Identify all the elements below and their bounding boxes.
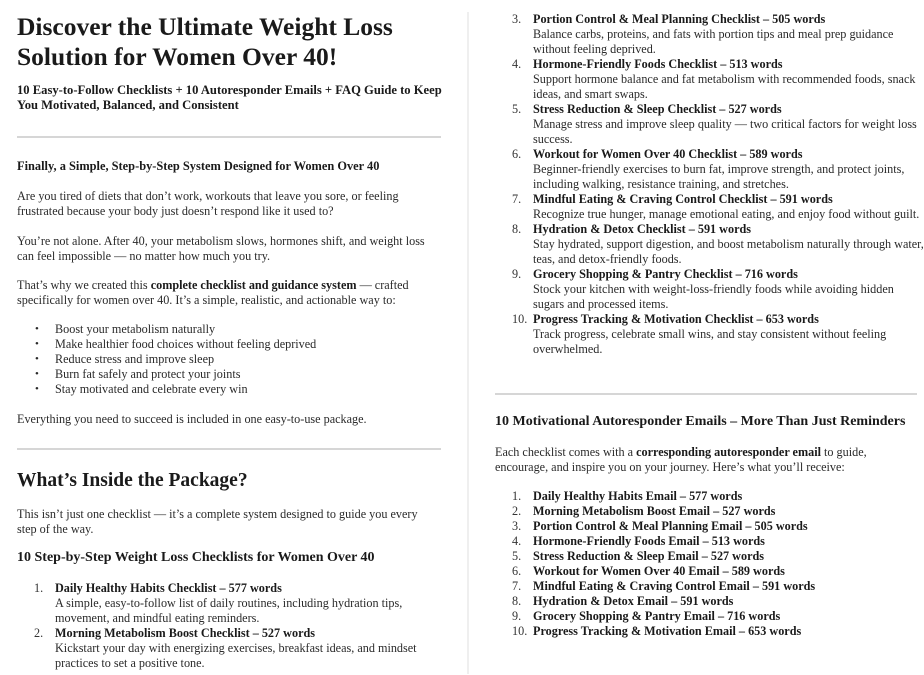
item-description: Balance carbs, proteins, and fats with portion tips and meal prep guidance without feeling deprived. — [533, 27, 894, 56]
item-number: 1. — [512, 489, 522, 503]
item-number: 9. — [512, 609, 522, 623]
item-description: Stock your kitchen with weight-loss-friendly foods while avoiding hidden sugars and processed items. — [533, 282, 894, 311]
emails-list — [495, 489, 917, 639]
intro-heading: Finally, a Simple, Step-by-Step System Designed for Women Over 40 — [17, 159, 380, 173]
item-number: 1. — [34, 581, 44, 595]
email-item — [495, 609, 917, 624]
checklist-item — [17, 626, 441, 671]
item-number: 10. — [512, 312, 528, 326]
email-item — [495, 504, 917, 519]
item-title: Hydration & Detox Checklist – 591 words — [533, 222, 752, 236]
checklist-item — [495, 147, 924, 192]
emails-intro — [495, 445, 895, 475]
item-number: 2. — [512, 504, 522, 518]
item-number: 10. — [512, 624, 528, 638]
checklists-list-part-1 — [17, 581, 441, 671]
intro-paragraph-2: You’re not alone. After 40, your metabolism slows, hormones shift, and weight loss can feel impossible — no matter how much you try. — [17, 234, 425, 263]
page-subtitle: 10 Easy-to-Follow Checklists + 10 Autoresponder Emails + FAQ Guide to Keep You Motivated, Balanced, and Consistent — [17, 83, 442, 112]
item-title: Hormone-Friendly Foods Email – 513 words — [533, 534, 765, 548]
item-title: Morning Metabolism Boost Email – 527 words — [533, 504, 776, 518]
item-number: 3. — [512, 12, 522, 26]
email-item — [495, 579, 917, 594]
item-description: Kickstart your day with energizing exercises, breakfast ideas, and mindset practices to set a positive tone. — [55, 641, 417, 670]
item-title: Grocery Shopping & Pantry Checklist – 716 words — [533, 267, 798, 281]
item-description: Recognize true hunger, manage emotional eating, and enjoy food without guilt. — [533, 207, 920, 221]
item-title: Mindful Eating & Craving Control Email – 591 words — [533, 579, 816, 593]
list-item: • Stay motivated and celebrate every win — [17, 382, 441, 397]
list-item: • Make healthier food choices without feeling deprived — [17, 337, 441, 352]
email-item — [495, 534, 917, 549]
package-heading: What’s Inside the Package? — [17, 470, 248, 491]
item-description: Track progress, celebrate small wins, and stay consistent without feeling overwhelmed. — [533, 327, 887, 356]
package-intro: This isn’t just one checklist — it’s a complete system designed to guide you every step of the way. — [17, 507, 418, 536]
item-description: A simple, easy-to-follow list of daily routines, including hydration tips, movement, and mindful eating reminders. — [55, 596, 403, 625]
item-title: Hormone-Friendly Foods Checklist – 513 words — [533, 57, 783, 71]
list-item: • Burn fat safely and protect your joints — [17, 367, 441, 382]
list-item: • Reduce stress and improve sleep — [17, 352, 441, 367]
checklists-list-part-2 — [495, 12, 924, 357]
checklist-item — [495, 312, 924, 357]
item-number: 2. — [34, 626, 44, 640]
checklist-item — [17, 581, 441, 626]
divider — [495, 393, 917, 395]
item-description: Stay hydrated, support digestion, and boost metabolism naturally through water, teas, and detox-friendly foods. — [533, 237, 924, 266]
email-item — [495, 549, 917, 564]
item-number: 8. — [512, 222, 522, 236]
item-title: Daily Healthy Habits Email – 577 words — [533, 489, 743, 503]
item-number: 8. — [512, 594, 522, 608]
email-item — [495, 594, 917, 609]
checklist-item — [495, 267, 924, 312]
item-title: Portion Control & Meal Planning Checklist – 505 words — [533, 12, 826, 26]
list-item: • Boost your metabolism naturally — [17, 322, 441, 337]
email-item — [495, 489, 917, 504]
item-number: 3. — [512, 519, 522, 533]
item-number: 7. — [512, 192, 522, 206]
item-number: 7. — [512, 579, 522, 593]
item-description: Manage stress and improve sleep quality — two critical factors for weight loss success. — [533, 117, 917, 146]
intro-paragraph-3 — [17, 278, 432, 308]
checklist-item — [495, 192, 924, 222]
checklist-item — [495, 12, 924, 57]
item-number: 4. — [512, 57, 522, 71]
item-title: Workout for Women Over 40 Checklist – 589 words — [533, 147, 803, 161]
emails-intro-bold: corresponding autoresponder email — [636, 445, 821, 459]
intro-paragraph-1: Are you tired of diets that don’t work, workouts that leave you sore, or feeling frustrated because your body just doesn’t respond like it used to? — [17, 189, 399, 218]
item-title: Portion Control & Meal Planning Email – 505 words — [533, 519, 808, 533]
checklist-item — [495, 102, 924, 147]
intro-paragraph-3-bold: complete checklist and guidance system — [150, 278, 357, 292]
item-title: Stress Reduction & Sleep Checklist – 527 words — [533, 102, 782, 116]
intro-paragraph-3-start: That’s why we created this — [17, 278, 151, 292]
column-divider — [467, 12, 469, 674]
item-number: 9. — [512, 267, 522, 281]
item-title: Progress Tracking & Motivation Checklist – 653 words — [533, 312, 819, 326]
item-title: Hydration & Detox Email – 591 words — [533, 594, 734, 608]
checklists-heading: 10 Step-by-Step Weight Loss Checklists for Women Over 40 — [17, 550, 375, 565]
item-title: Mindful Eating & Craving Control Checklist – 591 words — [533, 192, 833, 206]
checklist-item — [495, 57, 924, 102]
emails-heading: 10 Motivational Autoresponder Emails – More Than Just Reminders — [495, 414, 906, 429]
item-number: 5. — [512, 102, 522, 116]
item-number: 6. — [512, 564, 522, 578]
item-title: Morning Metabolism Boost Checklist – 527 words — [55, 626, 315, 640]
item-title: Daily Healthy Habits Checklist – 577 words — [55, 581, 282, 595]
item-description: Support hormone balance and fat metabolism with recommended foods, snack ideas, and smart swaps. — [533, 72, 916, 101]
intro-closing: Everything you need to succeed is included in one easy-to-use package. — [17, 412, 367, 426]
item-title: Workout for Women Over 40 Email – 589 words — [533, 564, 785, 578]
item-number: 5. — [512, 549, 522, 563]
divider — [17, 136, 441, 138]
item-title: Stress Reduction & Sleep Email – 527 words — [533, 549, 765, 563]
item-title: Progress Tracking & Motivation Email – 653 words — [533, 624, 802, 638]
item-number: 4. — [512, 534, 522, 548]
email-item — [495, 519, 917, 534]
divider — [17, 448, 441, 450]
checklist-item — [495, 222, 924, 267]
email-item — [495, 564, 917, 579]
emails-intro-end: to guide, encourage, and inspire you on your journey. Here’s what you’ll receive: — [495, 445, 867, 474]
email-item — [495, 624, 917, 639]
item-title: Grocery Shopping & Pantry Email – 716 words — [533, 609, 781, 623]
item-number: 6. — [512, 147, 522, 161]
item-description: Beginner-friendly exercises to burn fat, improve strength, and protect joints, including walking, resistance training, and stretches. — [533, 162, 905, 191]
page-title: Discover the Ultimate Weight Loss Solution for Women Over 40! — [17, 12, 393, 71]
intro-paragraph-3-end: — crafted specifically for women over 40. It’s a simple, realistic, and actionable way to: — [17, 278, 409, 307]
benefits-list — [17, 322, 441, 397]
emails-intro-start: Each checklist comes with a — [495, 445, 637, 459]
